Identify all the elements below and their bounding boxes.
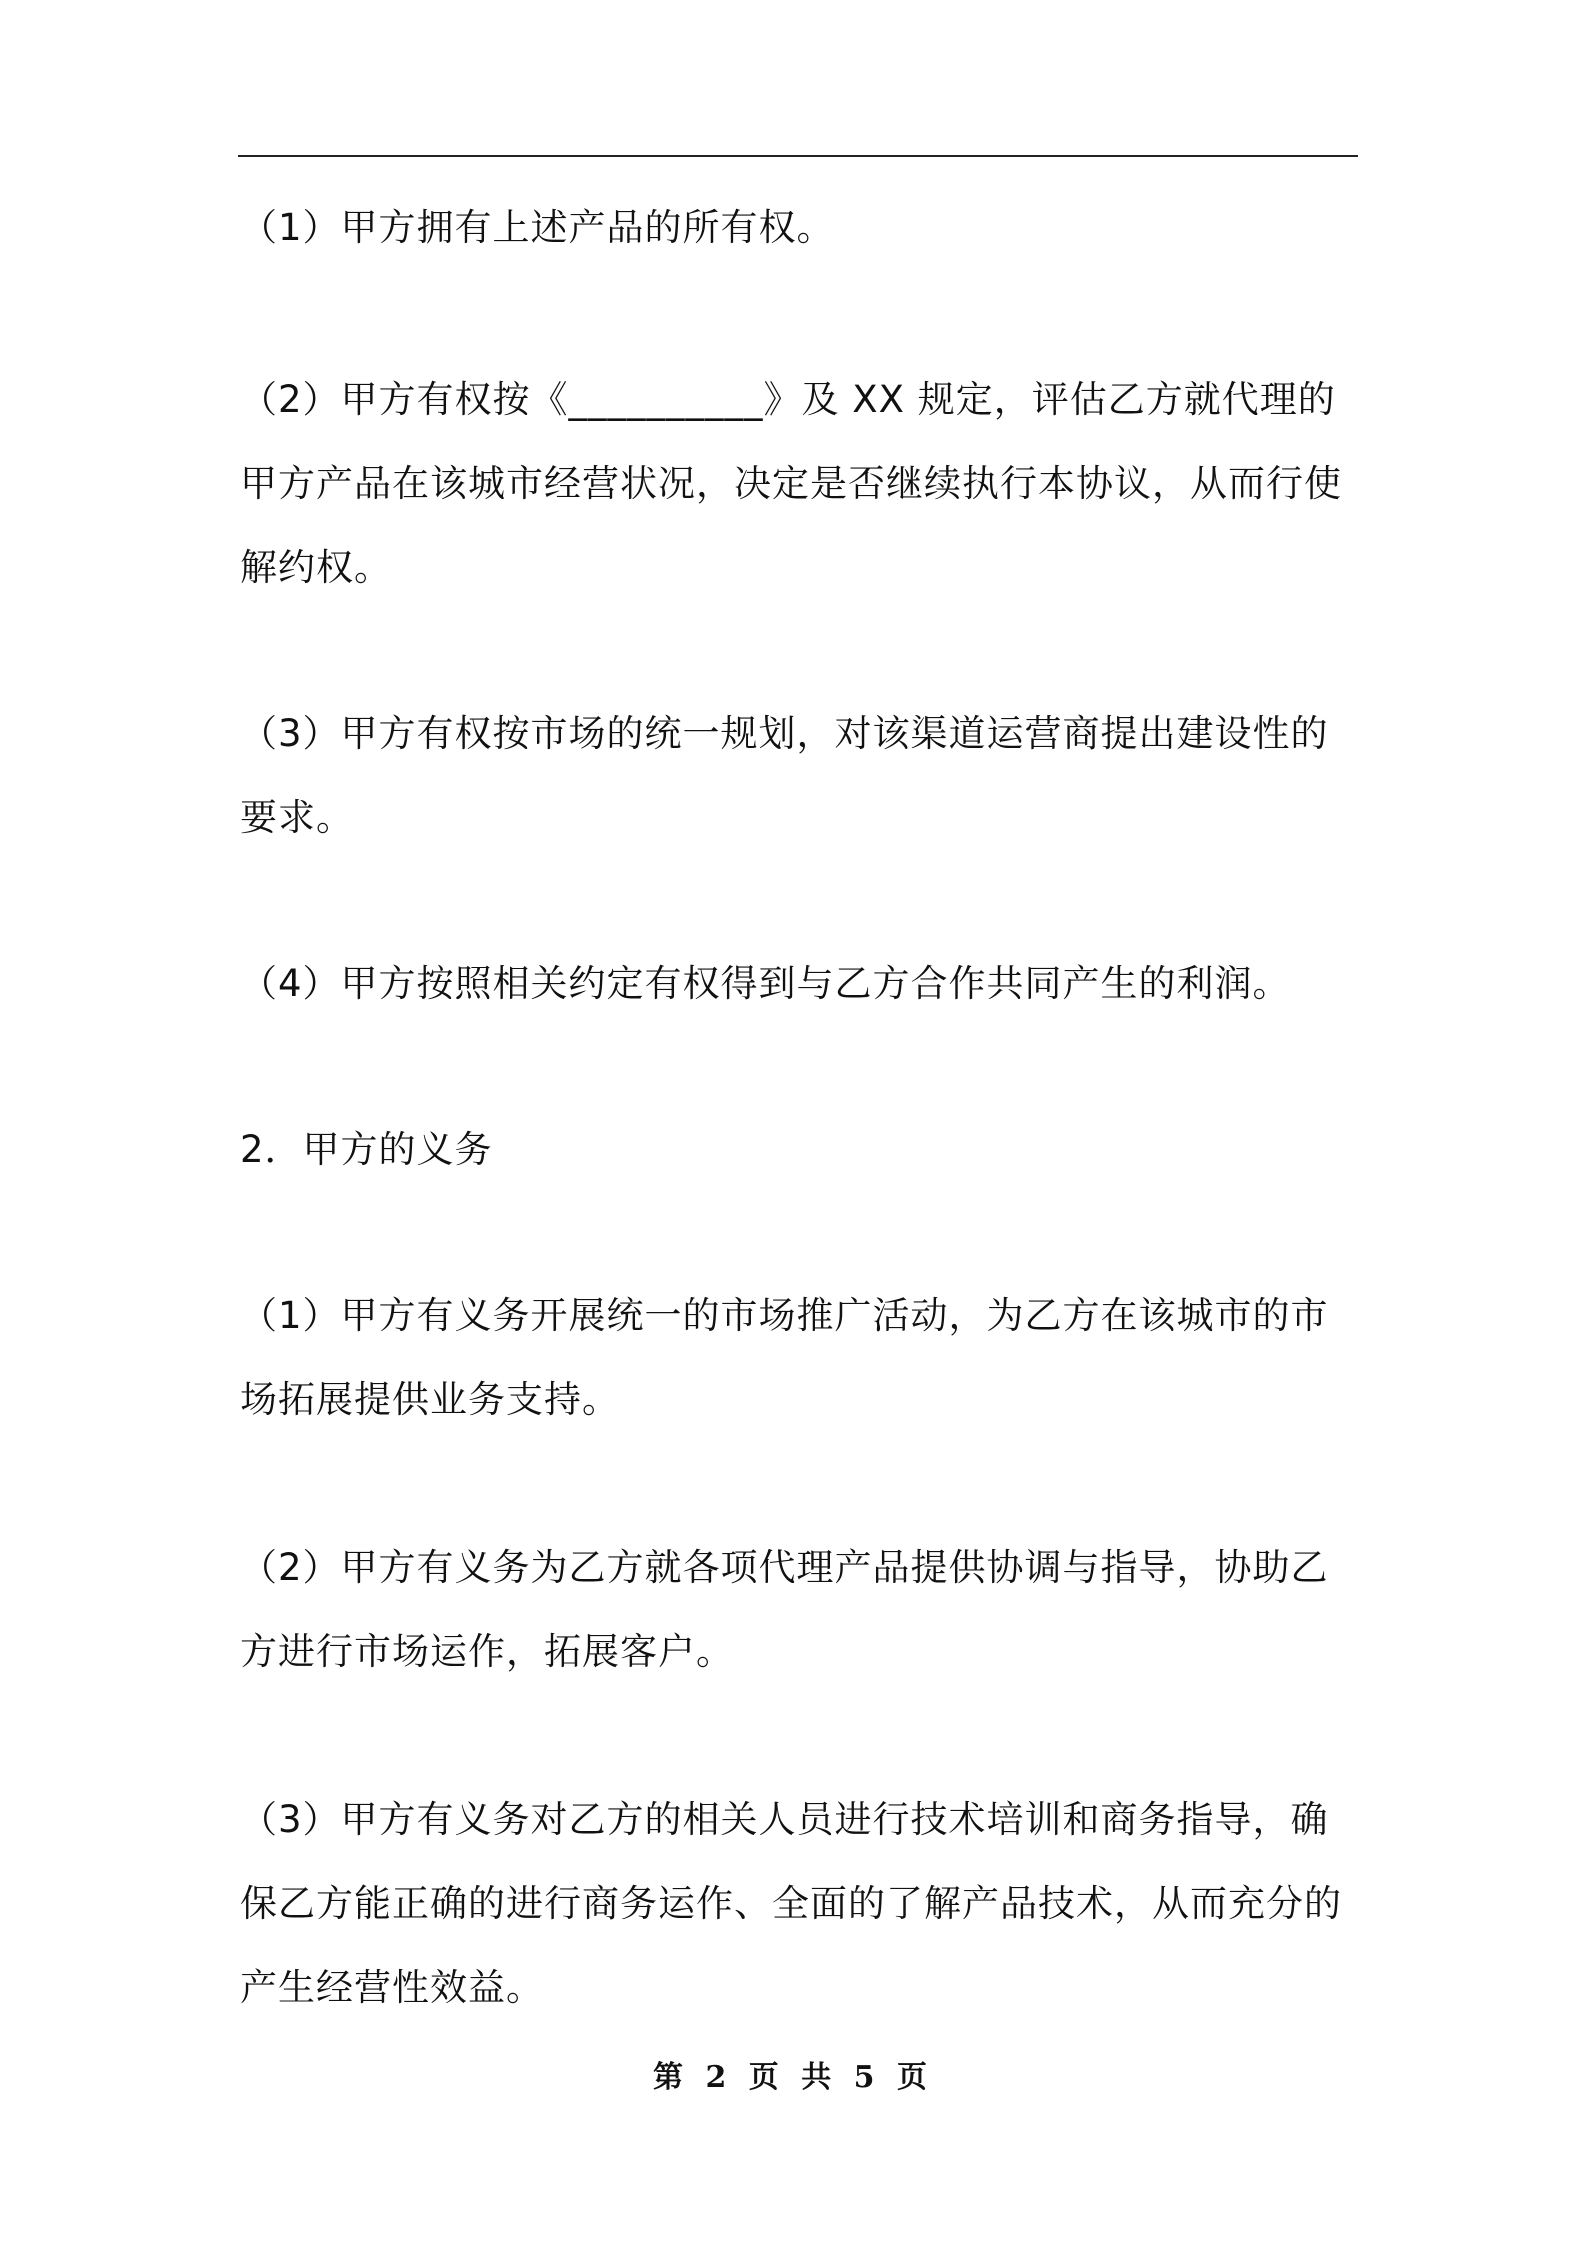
paragraph-right-3: （3）甲方有权按市场的统一规划，对该渠道运营商提出建设性的要求。 [240, 712, 1329, 839]
paragraph-right-1: （1）甲方拥有上述产品的所有权。 [240, 206, 835, 249]
header-divider [238, 155, 1358, 157]
page-number: 第 2 页 共 5 页 [653, 2060, 933, 2095]
section-heading-obligations: 2．甲方的义务 [240, 1128, 493, 1171]
paragraph-right-2: （2）甲方有权按《__________》及 XX 规定，评估乙方就代理的甲方产品在该城市经营状况，决定是否继续执行本协议，从而行使解约权。 [240, 378, 1342, 589]
paragraph-right-4: （4）甲方按照相关约定有权得到与乙方合作共同产生的利润。 [240, 962, 1291, 1005]
paragraph-obligation-3: （3）甲方有义务对乙方的相关人员进行技术培训和商务指导，确保乙方能正确的进行商务运作、全面的了解产品技术，从而充分的产生经营性效益。 [240, 1798, 1342, 2009]
paragraph-obligation-2: （2）甲方有义务为乙方就各项代理产品提供协调与指导，协助乙方进行市场运作，拓展客户。 [240, 1546, 1329, 1673]
paragraph-obligation-1: （1）甲方有义务开展统一的市场推广活动，为乙方在该城市的市场拓展提供业务支持。 [240, 1294, 1329, 1421]
